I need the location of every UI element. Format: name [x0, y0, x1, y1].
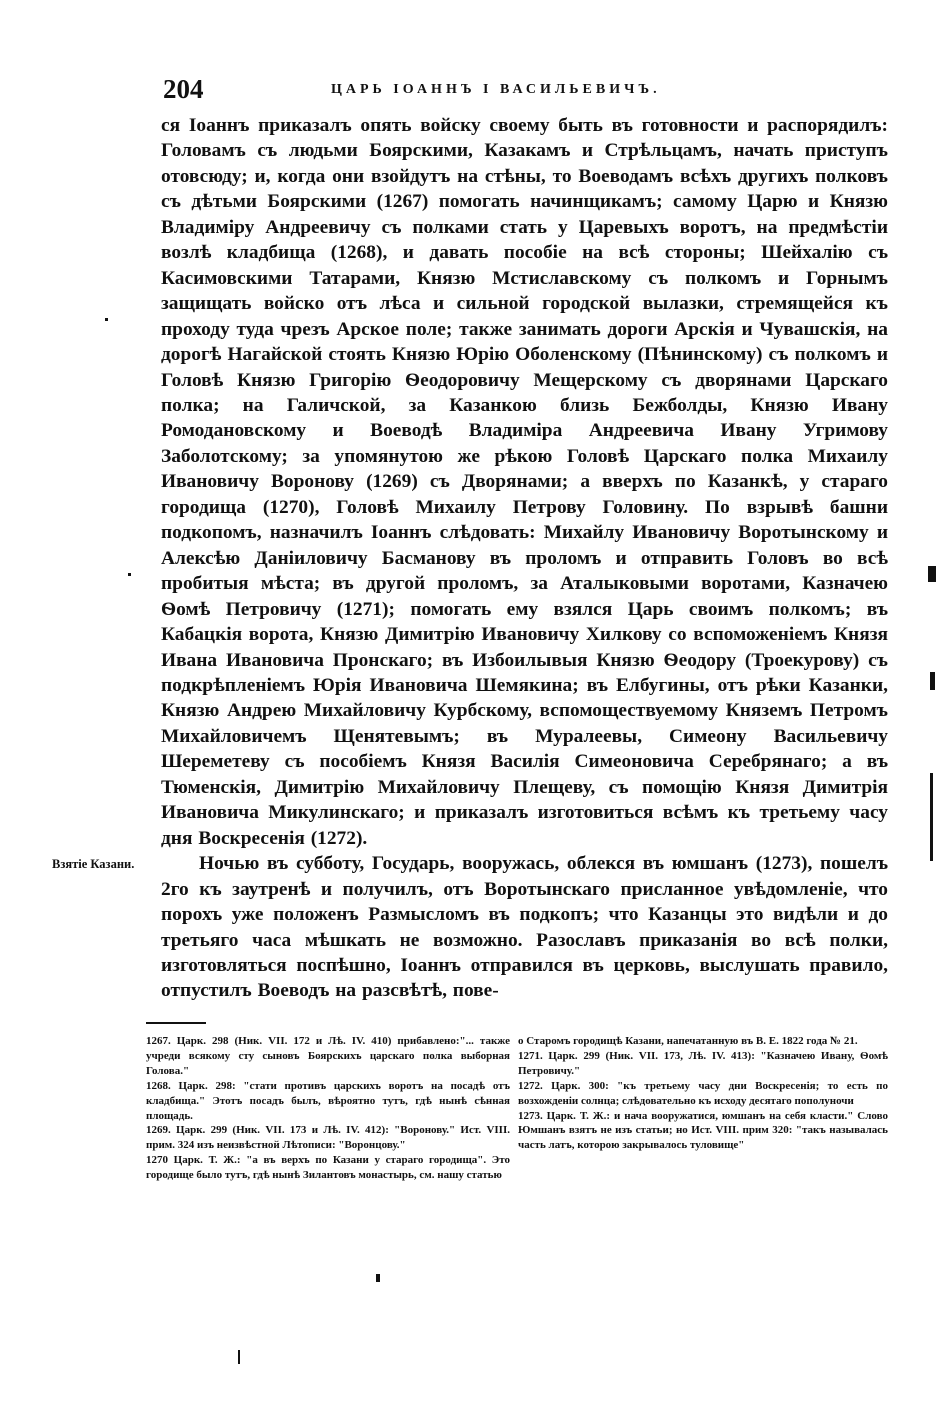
running-head: ЦАРЬ ІОАННЪ І ВАСИЛЬЕВИЧЪ. [331, 82, 661, 97]
paragraph-1: ся Іоаннъ приказалъ опять войску своему быть въ готовности и распорядилъ: Головамъ съ людьми Боярскими, Казакамъ и Стрѣльцамъ, начать приступъ отовсюду; и, когда они взойдутъ на стѣны, то Воеводамъ всѣхъ другихъ полковъ съ дѣтьми Боярскими (1267) помогать начинщикамъ; самому Царю и Князю Владиміру Андреевичу съ полками стать у Царевыхъ воротъ, на предмѣстіи возлѣ кладбища (1268), и давать пособіе на всѣ стороны; Шейхалію съ Касимовскими Татарами, Князю Мстиславскому съ полкомъ и Горнымъ защищать войско отъ лѣса и сильной городской вылазки, стремящейся къ проходу туда чрезъ Арское поле; также занимать дороги Арскія и Чувашскія, на дорогѣ Нагайской стоять Князю Юрію Оболенскому (Пѣнинскому) съ полкомъ и Головѣ Князю Григорію Ѳеодоровичу Мещерскому съ дворянами Царскаго полка; на Галичской, за Казанкою близь Бежболды, Князю Ивану Ромодановскому и Воеводѣ Владиміра Андреевича Ивану Угримову Заболотскому; за упомянутою же рѣкою Головѣ Царскаго полка Михаилу Ивановичу Воронову (1269) съ Дворянами; а вверхъ по Казанкѣ, у стараго городища (1270), Головѣ Михаилу Петрову Головину. По взрывѣ башни подкопомъ, назначилъ Іоаннъ слѣдовать: Михайлу Ивановичу Воротынскому и Алексѣю Даніиловичу Басманову въ проломъ и отправить Головъ во всѣ пробитыя мѣста; въ другой проломъ, за Аталыковыми воротами, Казначею Ѳомѣ Петровичу (1271); помогать ему взялся Царь своимъ полкомъ; въ Кабацкія ворота, Князю Димитрію Ивановичу Хилкову со вспоможеніемъ Князя Ивана Ивановича Пронскаго; въ Избоилывыя Князю Ѳеодору (Троекурову) съ подкрѣпленіемъ Юрія Ивановича Шемякина; въ Елбугины, отъ рѣки Казанки, Князю Андрею Михайловичу Курбскому, вспомоществуемому Княземъ Петромъ Михайловичемъ Щенятевымъ; въ Муралеевы, Симеону Васильевичу Шереметеву съ пособіемъ Князя Василія Симеоновича Серебрянаго; а въ Тюменскія, Димитрію Михайловичу Плещеву, съ помощію Князя Димитрія Ивановича Микулинскаго; и приказалъ изготовиться всѣмъ къ третьему часу дня Воскресенія (1272). [161, 115, 888, 849]
scan-edge-mark [928, 566, 936, 582]
margin-note: Взятіе Казани. [52, 857, 135, 871]
page-number: 204 [163, 74, 204, 104]
footnote-1268: 1268. Царк. 298: "стати противъ царскихъ воротъ на посадѣ отъ кладбища." Этотъ посадъ былъ, вѣроятно тутъ, гдѣ нынѣ сѣнная площадь. [146, 1079, 510, 1122]
main-text [161, 113, 888, 1004]
scan-edge-mark [930, 672, 935, 690]
ink-stroke [238, 1350, 240, 1364]
footnote-1270: 1270 Царк. Т. Ж.: "а въ верхъ по Казани у стараго городища". Это городище было тутъ, гдѣ нынѣ Зилантовъ монастырь, см. нашу статью [146, 1154, 510, 1182]
footnote-rule [146, 1022, 206, 1024]
footnote-1267: 1267. Царк. 298 (Ник. VII. 172 и Лѣ. IV. 410) прибавлено:"... также учреди всякому сту сыновъ Боярскихъ царскаго полка выборная Голова." [146, 1035, 510, 1077]
footnotes-left-column [146, 1034, 510, 1183]
footnote-1269: 1269. Царк. 299 (Ник. VII. 173 и Лѣ. IV. 412): "Воронову." Ист. VIII. прим. 324 изъ неизвѣстной Лѣтописи: "Воронцову." [146, 1124, 510, 1152]
ink-dot [128, 573, 131, 576]
ink-dot [105, 318, 108, 321]
footnote-1273: 1273. Царк. Т. Ж.: и нача вооружатися, юмшанъ на себя класти." Слово Юмшанъ взятъ не изъ статьи; но Ист. VIII. прим 320: "такъ называлась часть латъ, которою закрывалось туловище" [518, 1109, 888, 1152]
paragraph-2: Ночью въ субботу, Государь, вооружась, облекся въ юмшанъ (1273), пошелъ 2го къ заутренѣ и получилъ, отъ Воротынскаго присланное увѣдомленіе, что порохъ уже положенъ Размысломъ въ подкопъ; что Казанцы это видѣли и до третьяго часа мѣшкать не возможно. Разославъ приказанія во всѣ полки, изготовляться поспѣшно, Іоаннъ отправился въ церковь, выслушать правило, отпустилъ Воеводъ на разсвѣтѣ, пове- [161, 853, 888, 1002]
ink-dot [376, 1274, 380, 1282]
footnotes-right-column [518, 1034, 888, 1153]
page-header [163, 74, 883, 114]
scan-edge-mark [930, 773, 933, 861]
footnote-1271: 1271. Царк. 299 (Ник. VII. 173, Лѣ. IV. 413): "Казначею Ивану, Ѳомѣ Петровичу." [518, 1049, 888, 1077]
footnote-1270-continued: о Старомъ городищѣ Казани, напечатанную въ В. Е. 1822 года № 21. [518, 1035, 858, 1047]
footnote-1272: 1272. Царк. 300: "къ третьему часу дни Воскресенія; то есть по возхожденіи солнца; слѣдовательно къ исходу десятаго пополуночи [518, 1079, 888, 1107]
